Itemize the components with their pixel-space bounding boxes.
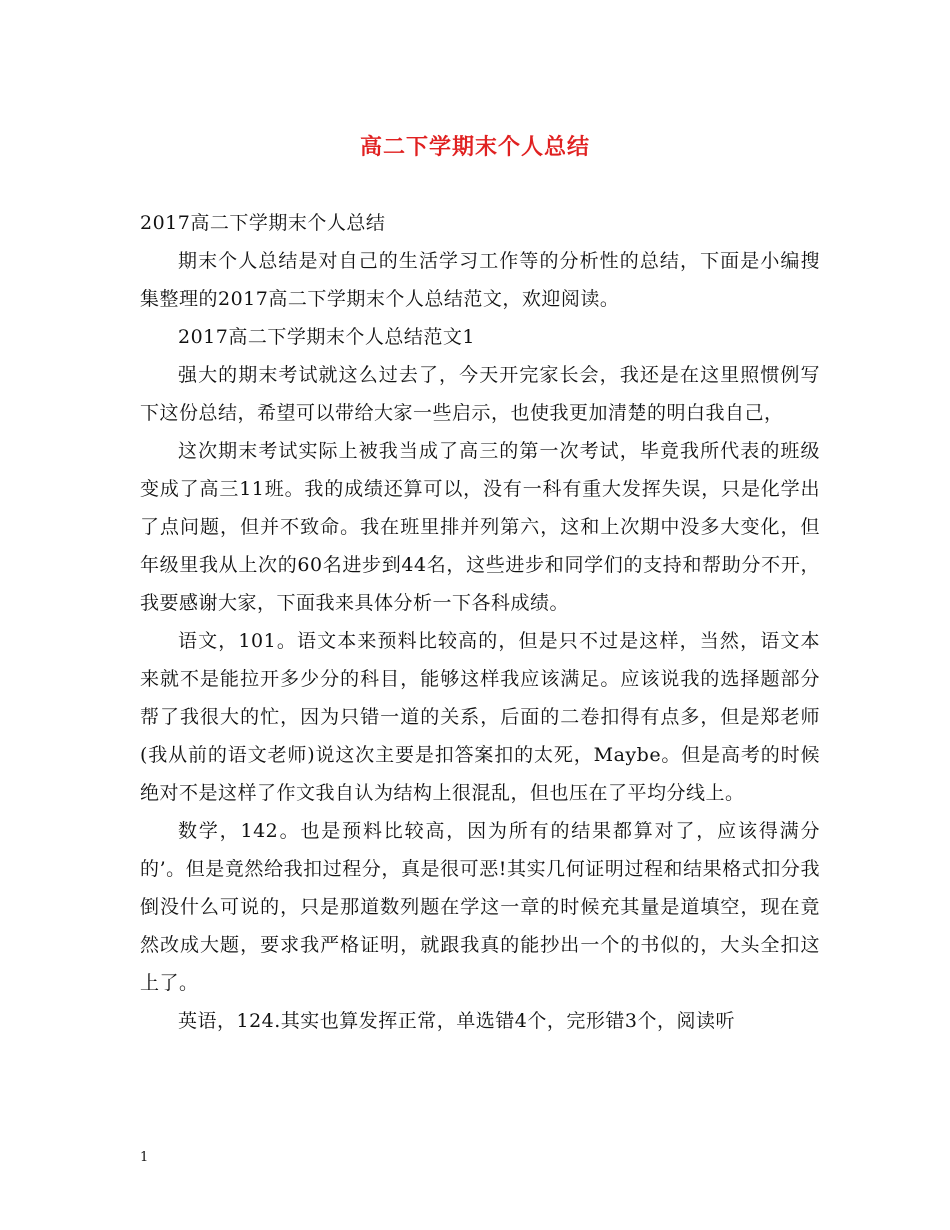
paragraph: 语文，101。语文本来预料比较高的，但是只不过是这样，当然，语文本来就不是能拉开多少分的科目，能够这样我应该满足。应该说我的选择题部分帮了我很大的忙，因为只错一道的关系，后面的二卷扣得有点多，但是郑老师(我从前的语文老师)说这次主要是扣答案扣的太死，Maybe。但是高考的时候绝对不是这样了作文我自认为结构上很混乱，但也压在了平均分线上。: [140, 630, 820, 804]
document-title: 高二下学期末个人总结: [359, 134, 590, 160]
paragraph: 数学，142。也是预料比较高，因为所有的结果都算对了，应该得满分的’。但是竟然给我扣过程分，真是很可恶!其实几何证明过程和结果格式扣分我倒没什么可说的，只是那道数列题在学这一章的时候充其量是道填空，现在竟然改成大题，要求我严格证明，就跟我真的能抄出一个的书似的，大头全扣这上了。: [140, 820, 820, 994]
paragraph: 2017高二下学期末个人总结: [140, 212, 386, 234]
paragraph: 这次期末考试实际上被我当成了高三的第一次考试，毕竟我所代表的班级变成了高三11班。我的成绩还算可以，没有一科有重大发挥失误，只是化学出了点问题，但并不致命。我在班里排并列第六，这和上次期中没多大变化，但年级里我从上次的60名进步到44名，这些进步和同学们的支持和帮助分不开，我要感谢大家，下面我来具体分析一下各科成绩。: [140, 440, 820, 614]
paragraph: 强大的期末考试就这么过去了，今天开完家长会，我还是在这里照惯例写下这份总结，希望可以带给大家一些启示，也使我更加清楚的明白我自己，: [140, 364, 820, 424]
paragraph: 英语，124.其实也算发挥正常，单选错4个，完形错3个，阅读听: [178, 1010, 735, 1032]
document-body: [140, 204, 820, 1040]
page-number: 1: [140, 1150, 149, 1165]
paragraph: 2017高二下学期末个人总结范文1: [178, 326, 475, 348]
paragraph: 期末个人总结是对自己的生活学习工作等的分析性的总结，下面是小编搜集整理的2017高二下学期末个人总结范文，欢迎阅读。: [140, 250, 820, 310]
